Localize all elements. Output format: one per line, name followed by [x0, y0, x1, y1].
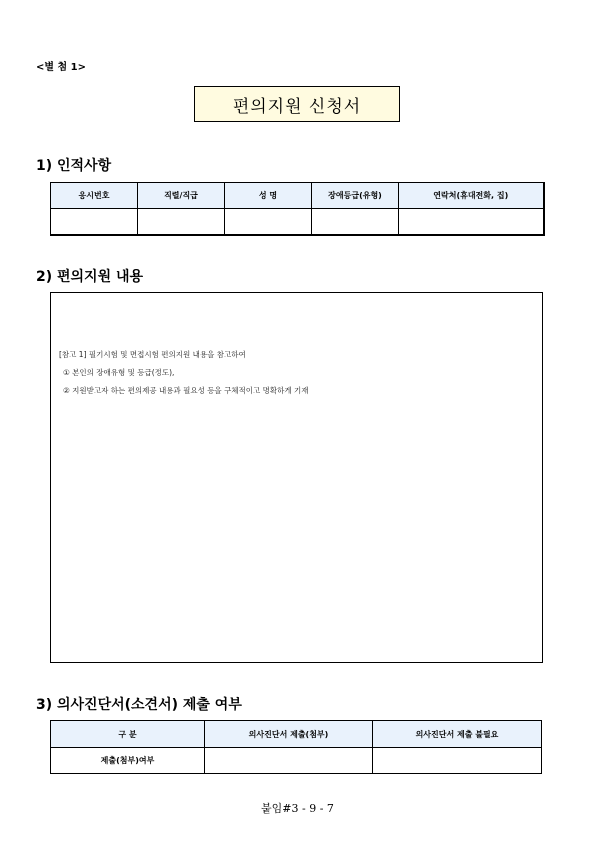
- support-content-box[interactable]: [50, 292, 543, 663]
- medical-certificate-table: [50, 720, 542, 774]
- column-header-submitted: 의사진단서 제출(첨부): [205, 721, 373, 748]
- support-note-item-1: ① 본인의 장애유형 및 등급(정도),: [63, 368, 175, 377]
- page-number: 붙임#3 - 9 - 7: [261, 802, 334, 815]
- column-header-contact: 연락처(휴대전화, 집): [399, 183, 544, 209]
- attachment-label: <별 첨 1>: [36, 62, 86, 73]
- document-title: 편의지원 신청서: [194, 86, 400, 122]
- section-heading-personal: 1) 인적사항: [36, 158, 112, 174]
- disability-grade-field[interactable]: [312, 209, 399, 235]
- section-heading-support: 2) 편의지원 내용: [36, 269, 144, 285]
- row-label-submission: 제출(첨부)여부: [51, 748, 205, 774]
- column-header-category: 구 분: [51, 721, 205, 748]
- position-field[interactable]: [138, 209, 225, 235]
- column-header-position: 직렬/직급: [138, 183, 225, 209]
- section-heading-medical: 3) 의사진단서(소견서) 제출 여부: [36, 697, 242, 713]
- column-header-name: 성 명: [225, 183, 312, 209]
- exam-number-field[interactable]: [51, 209, 138, 235]
- personal-info-table: [50, 182, 545, 236]
- support-note-reference: [참고 1] 필기시험 및 면접시험 편의지원 내용을 참고하여: [59, 350, 246, 359]
- support-note-item-2: ② 지원받고자 하는 편의제공 내용과 필요성 등을 구체적이고 명확하게 기재: [63, 386, 309, 395]
- column-header-not-required: 의사진단서 제출 불필요: [373, 721, 542, 748]
- contact-field[interactable]: [399, 209, 544, 235]
- column-header-disability-grade: 장애등급(유형): [312, 183, 399, 209]
- name-field[interactable]: [225, 209, 312, 235]
- not-required-cell[interactable]: [373, 748, 542, 774]
- column-header-exam-number: 응시번호: [51, 183, 138, 209]
- submitted-cell[interactable]: [205, 748, 373, 774]
